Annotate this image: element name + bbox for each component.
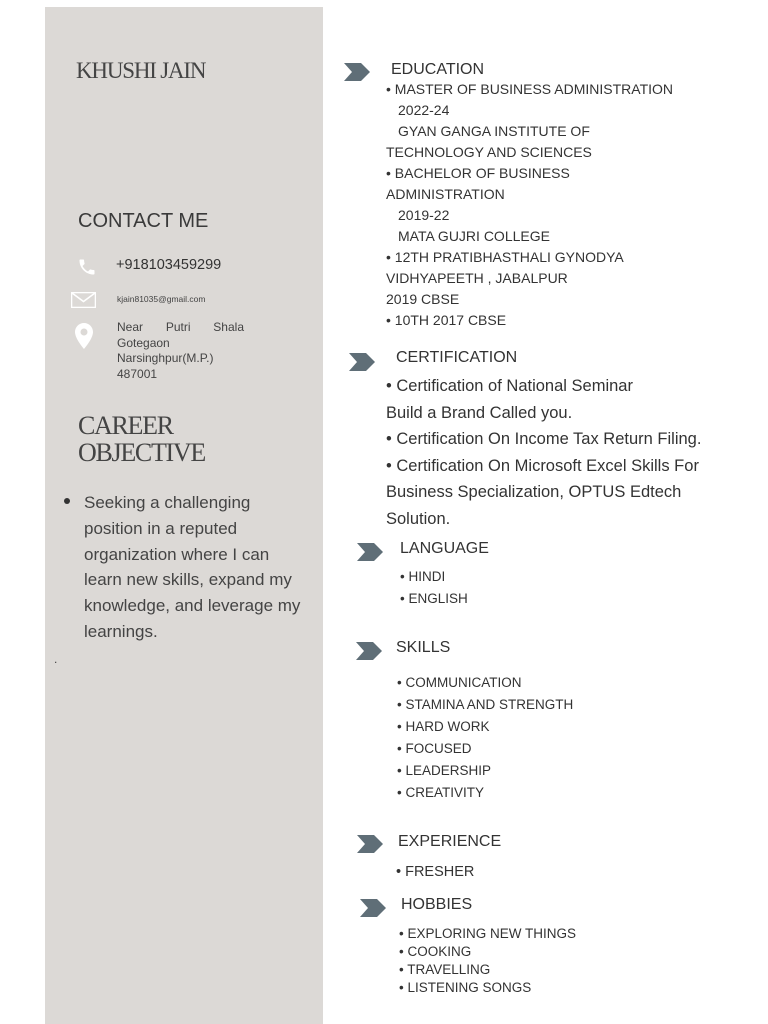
phone-icon bbox=[77, 257, 97, 277]
education-line: 2019 CBSE bbox=[386, 291, 460, 307]
hobby-item: • EXPLORING NEW THINGS bbox=[399, 926, 577, 941]
career-heading-line: OBJECTIVE bbox=[78, 438, 205, 467]
certification-list bbox=[386, 373, 701, 532]
email-address: kjain81035@gmail.com bbox=[117, 294, 206, 304]
education-heading: EDUCATION bbox=[391, 61, 485, 78]
certification-line: Build a Brand Called you. bbox=[386, 403, 573, 422]
objective-line: position in a reputed bbox=[84, 518, 238, 538]
objective-line: Seeking a challenging bbox=[84, 493, 251, 512]
certification-heading: CERTIFICATION bbox=[396, 349, 518, 366]
chevron-arrow-icon bbox=[357, 543, 383, 561]
phone-number: +918103459299 bbox=[116, 257, 222, 273]
address-word: Shala bbox=[213, 320, 244, 334]
chevron-arrow-icon bbox=[356, 642, 382, 660]
skill-item: • STAMINA AND STRENGTH bbox=[397, 697, 574, 712]
career-objective-heading bbox=[78, 412, 205, 466]
skills-heading: SKILLS bbox=[396, 639, 451, 656]
hobby-item: • LISTENING SONGS bbox=[399, 980, 532, 995]
education-line: 2022-24 bbox=[398, 102, 450, 118]
hobbies-list bbox=[399, 925, 576, 997]
skill-item: • COMMUNICATION bbox=[397, 675, 522, 690]
education-line: ADMINISTRATION bbox=[386, 186, 505, 202]
experience-item: • FRESHER bbox=[396, 864, 475, 880]
education-line: GYAN GANGA INSTITUTE OF bbox=[398, 123, 590, 139]
address-line-4: 487001 bbox=[117, 366, 158, 381]
education-line: • MASTER OF BUSINESS ADMINISTRATION bbox=[386, 81, 674, 97]
address-block bbox=[117, 320, 244, 382]
chevron-arrow-icon bbox=[360, 899, 386, 917]
education-line: MATA GUJRI COLLEGE bbox=[398, 228, 550, 244]
address-word: Putri bbox=[165, 320, 191, 334]
address-line-2: Gotegaon bbox=[117, 335, 170, 350]
hobby-item: • TRAVELLING bbox=[399, 962, 491, 977]
skill-item: • HARD WORK bbox=[397, 719, 490, 734]
language-item: • ENGLISH bbox=[400, 590, 468, 606]
education-line: • 12TH PRATIBHASTHALI GYNODYA bbox=[386, 249, 624, 265]
certification-line: • Certification of National Seminar bbox=[386, 377, 633, 395]
skill-item: • LEADERSHIP bbox=[397, 763, 492, 778]
objective-bullet bbox=[64, 498, 70, 504]
education-line: • 10TH 2017 CBSE bbox=[386, 312, 507, 328]
objective-line: learnings. bbox=[84, 621, 158, 641]
objective-line: organization where I can bbox=[84, 544, 270, 564]
envelope-icon bbox=[71, 292, 96, 308]
skill-item: • CREATIVITY bbox=[397, 785, 484, 800]
education-list bbox=[386, 79, 673, 331]
objective-line: learn new skills, expand my bbox=[84, 570, 292, 590]
language-list bbox=[400, 566, 468, 609]
hobby-item: • COOKING bbox=[399, 944, 472, 959]
skills-list bbox=[397, 672, 573, 804]
chevron-arrow-icon bbox=[349, 353, 375, 371]
address-line-1 bbox=[117, 320, 244, 336]
certification-line: Solution. bbox=[386, 509, 451, 528]
objective-line: knowledge, and leverage my bbox=[84, 596, 301, 616]
education-line: 2019-22 bbox=[398, 207, 450, 223]
contact-heading: CONTACT ME bbox=[78, 210, 209, 232]
skill-item: • FOCUSED bbox=[397, 741, 472, 756]
education-line: VIDHYAPEETH , JABALPUR bbox=[386, 270, 568, 286]
location-pin-icon bbox=[75, 323, 93, 349]
certification-line: • Certification On Income Tax Return Filing. bbox=[386, 430, 702, 448]
certification-line: • Certification On Microsoft Excel Skills For bbox=[386, 456, 699, 475]
address-line-3: Narsinghpur(M.P.) bbox=[117, 351, 214, 365]
career-objective-text bbox=[84, 490, 320, 645]
certification-line: Business Specialization, OPTUS Edtech bbox=[386, 483, 682, 501]
career-heading-line: CAREER bbox=[78, 411, 173, 440]
stray-mark: . bbox=[54, 652, 58, 666]
resume-name: KHUSHI JAIN bbox=[76, 58, 206, 83]
hobbies-heading: HOBBIES bbox=[401, 896, 473, 913]
education-line: TECHNOLOGY AND SCIENCES bbox=[386, 144, 592, 160]
address-word: Near bbox=[117, 320, 144, 334]
language-item: • HINDI bbox=[400, 569, 446, 584]
education-line: • BACHELOR OF BUSINESS bbox=[386, 165, 570, 181]
chevron-arrow-icon bbox=[357, 835, 383, 853]
language-heading: LANGUAGE bbox=[400, 540, 489, 557]
chevron-arrow-icon bbox=[344, 63, 370, 81]
experience-heading: EXPERIENCE bbox=[398, 833, 502, 850]
experience-list bbox=[396, 862, 474, 882]
